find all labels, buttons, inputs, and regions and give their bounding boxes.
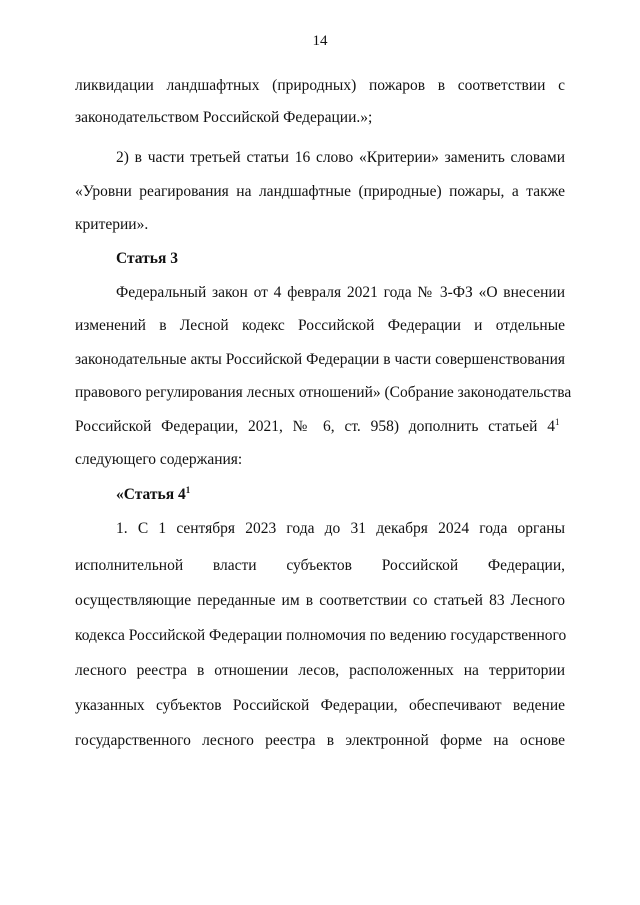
text-line: законодательством Российской Федерации.»;	[75, 109, 373, 126]
text-line: критерии».	[75, 216, 149, 233]
text-line: указанных субъектов Российской Федерации, обеспечивают ведение	[75, 697, 565, 714]
text-line: 1. С 1 сентября 2023 года до 31 декабря 2024 года органы	[116, 520, 565, 537]
text-line: ликвидации ландшафтных (природных) пожаров в соответствии с	[75, 77, 565, 94]
text-line: «Уровни реагирования на ландшафтные (природные) пожары, а также	[75, 183, 565, 200]
text-line: государственного лесного реестра в электронной форме на основе	[75, 732, 565, 749]
heading-text: «Статья 4	[116, 486, 186, 503]
superscript: 1	[185, 485, 191, 495]
superscript: 1	[555, 417, 560, 427]
text-line: исполнительной власти субъектов Российской Федерации,	[75, 557, 565, 574]
text-line: следующего содержания:	[75, 451, 243, 468]
text-line-content: Российской Федерации, 2021, № 6, ст. 958) дополнить статьей 4	[75, 418, 555, 435]
text-line: 2) в части третьей статьи 16 слово «Критерии» заменить словами	[116, 149, 565, 166]
article-heading	[116, 484, 565, 506]
article-heading: Статья 3	[116, 250, 178, 267]
text-line: правового регулирования лесных отношений» (Собрание законодательства	[75, 384, 572, 401]
text-line: кодекса Российской Федерации полномочия по ведению государственного	[75, 627, 567, 644]
text-line	[75, 416, 575, 438]
text-line: Федеральный закон от 4 февраля 2021 года № 3-ФЗ «О внесении	[116, 284, 565, 301]
text-line: осуществляющие переданные им в соответствии со статьей 83 Лесного	[75, 592, 565, 609]
text-line: изменений в Лесной кодекс Российской Федерации и отдельные	[75, 317, 565, 334]
text-line: лесного реестра в отношении лесов, расположенных на территории	[75, 662, 565, 679]
page-number: 14	[312, 33, 328, 49]
text-line: законодательные акты Российской Федерации в части совершенствования	[75, 351, 565, 368]
